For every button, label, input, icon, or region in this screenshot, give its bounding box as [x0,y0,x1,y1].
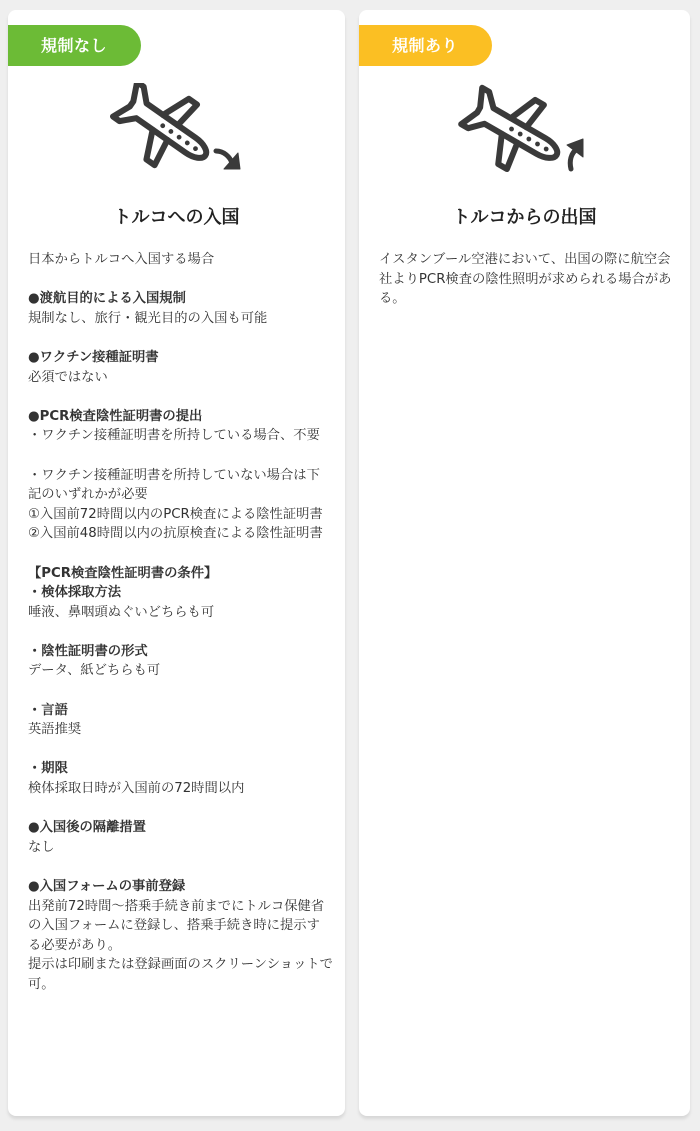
body-text: イスタンブール空港において、出国の際に航空会社よりPCR検査の陰性照明が求められる場合がある。 [379,252,672,307]
body-text: 唾液、鼻咽頭ぬぐいどちらも可 [28,604,215,620]
section-heading: ・期限 [28,761,68,777]
entry-title: トルコへの入国 [113,207,240,228]
airplane-descending-icon [110,83,244,175]
body-text: 検体採取日時が入国前の72時間以内 [28,781,245,797]
section-heading: ・陰性証明書の形式 [28,643,148,659]
body-text: 規制なし、旅行・観光目的の入国も可能 [28,310,268,326]
body-text: 英語推奨 [28,722,82,738]
paragraph [28,701,333,740]
section-heading: ●入国後の隔離措置 [28,820,146,836]
paragraph [379,250,678,309]
body-text: ①入国前72時間以内のPCR検査による陰性証明書 [28,506,323,522]
paragraph [28,877,333,995]
section-heading: ●渡航目的による入国規制 [28,291,186,307]
exit-title: トルコからの出国 [452,207,597,228]
body-text: なし [28,839,55,855]
paragraph [28,759,333,798]
paragraph [28,348,333,387]
restriction-badge: 規制あり [359,25,492,66]
airplane-ascending-icon [455,83,589,175]
exit-body [379,250,678,309]
body-text: ②入国前48時間以内の抗原検査による陰性証明書 [28,526,323,542]
paragraph [28,250,333,270]
section-heading: ●PCR検査陰性証明書の提出 [28,408,203,424]
body-text: 必須ではない [28,369,108,385]
paragraph [28,289,333,328]
entry-body [28,250,333,995]
body-text: データ、紙どちらも可 [28,663,161,679]
body-text: ・ワクチン接種証明書を所持している場合、不要 [28,428,320,444]
entry-card [8,10,345,1116]
paragraph [28,466,333,544]
section-heading: ●入国フォームの事前登録 [28,879,186,894]
paragraph [28,818,333,857]
body-text: 出発前72時間〜搭乗手続き前までにトルコ保健省の入国フォームに登録し、搭乗手続き時に提示する必要があり。 [28,898,325,953]
section-heading: ・検体採取方法 [28,585,122,601]
paragraph [28,642,333,681]
body-text: 日本からトルコへ入国する場合 [28,252,215,267]
paragraph [28,564,333,623]
paragraph [28,407,333,446]
section-heading: ・言語 [28,702,68,718]
section-heading: 【PCR検査陰性証明書の条件】 [28,565,218,581]
exit-card [359,10,690,1116]
body-text: ・ワクチン接種証明書を所持していない場合は下記のいずれかが必要 [28,467,320,503]
section-heading: ●ワクチン接種証明書 [28,349,159,365]
no-restriction-badge: 規制なし [8,25,141,66]
body-text: 提示は印刷または登録画面のスクリーンショットで可。 [28,957,333,992]
